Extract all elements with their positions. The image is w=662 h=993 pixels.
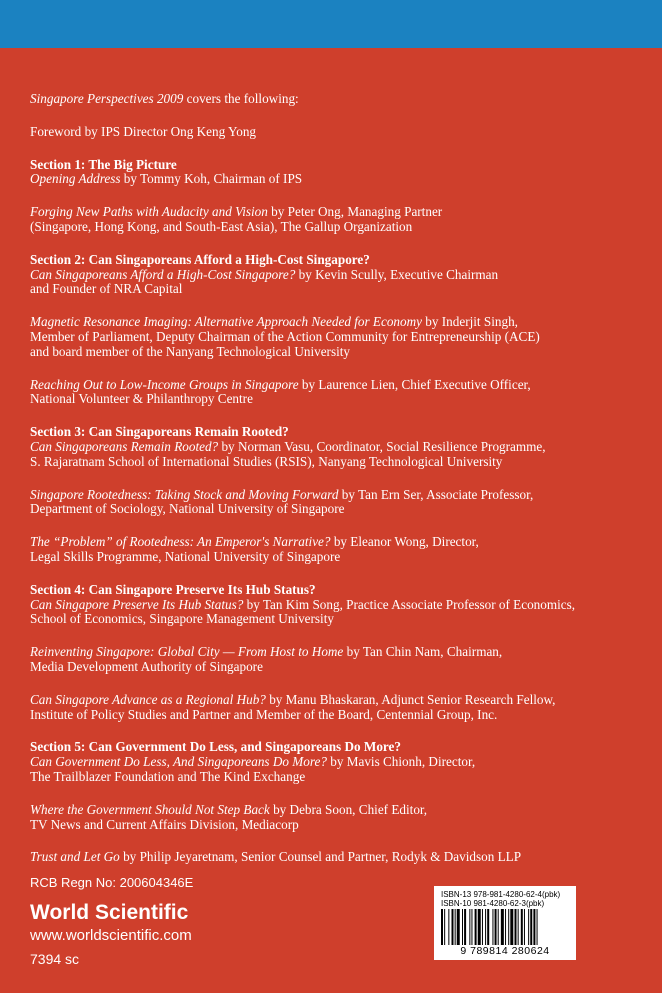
essay-title: Can Singaporeans Afford a High-Cost Singapore? bbox=[30, 266, 296, 282]
essay-author: (Singapore, Hong Kong, and South-East Asia), The Gallup Organization bbox=[30, 218, 413, 234]
essay-title: Magnetic Resonance Imaging: Alternative Approach Needed for Economy bbox=[30, 314, 422, 330]
barcode-bar bbox=[510, 909, 513, 945]
section-heading: Section 5: Can Government Do Less, and Singaporeans Do More? bbox=[30, 739, 401, 755]
barcode-bar bbox=[441, 909, 443, 945]
barcode-bar bbox=[455, 909, 456, 945]
barcode-bar bbox=[501, 909, 504, 945]
entry-block bbox=[30, 740, 640, 784]
entry-block bbox=[30, 378, 640, 408]
entry-block bbox=[30, 253, 640, 297]
entry-line bbox=[30, 345, 640, 360]
essay-author: Member of Parliament, Deputy Chairman of the Action Community for Entrepreneurship (ACE) bbox=[30, 328, 540, 344]
publisher-footer bbox=[30, 875, 193, 968]
entry-line bbox=[30, 598, 640, 613]
isbn-barcode bbox=[434, 886, 576, 960]
essay-author: by Inderjit Singh, bbox=[421, 314, 518, 330]
foreword-text: Foreword by IPS Director Ong Keng Yong bbox=[30, 123, 257, 139]
essay-title: Can Government Do Less, And Singaporeans Do More? bbox=[30, 754, 327, 770]
entry-block bbox=[30, 535, 640, 565]
essay-title: Trust and Let Go bbox=[30, 849, 120, 865]
barcode-bar bbox=[498, 909, 499, 945]
entry-line bbox=[30, 770, 640, 785]
essay-title: Can Singapore Preserve Its Hub Status? bbox=[30, 596, 244, 612]
barcode-bar bbox=[505, 909, 506, 945]
entry-block bbox=[30, 315, 640, 359]
entry-block bbox=[30, 803, 640, 833]
barcode-number: 9 789814 280624 bbox=[460, 945, 550, 957]
section-heading: Section 3: Can Singaporeans Remain Rooted? bbox=[30, 424, 289, 440]
entry-line bbox=[30, 612, 640, 627]
essay-author: and board member of the Nanyang Technological University bbox=[30, 343, 350, 359]
barcode-bar bbox=[478, 909, 481, 945]
entry-line bbox=[30, 172, 640, 187]
entry-line bbox=[30, 660, 640, 675]
essay-author: Institute of Policy Studies and Partner and Member of the Board, Centennial Group, Inc. bbox=[30, 706, 498, 722]
entry-line bbox=[30, 755, 640, 770]
essay-title: Can Singapore Advance as a Regional Hub? bbox=[30, 691, 266, 707]
essay-author: S. Rajaratnam School of International Studies (RSIS), Nanyang Technological University bbox=[30, 453, 503, 469]
barcode-bar bbox=[508, 909, 509, 945]
barcode-bar bbox=[482, 909, 483, 945]
barcode-bar bbox=[530, 909, 532, 945]
entry-line bbox=[30, 708, 640, 723]
essay-author: by Laurence Lien, Chief Executive Officer, bbox=[298, 376, 531, 392]
section-heading: Section 4: Can Singapore Preserve Its Hub Status? bbox=[30, 581, 316, 597]
essay-author: and Founder of NRA Capital bbox=[30, 281, 183, 297]
entry-block bbox=[30, 425, 640, 469]
barcode-bar bbox=[524, 909, 525, 945]
barcode-bar bbox=[444, 909, 445, 945]
entry-block bbox=[30, 850, 640, 865]
entry-line bbox=[30, 205, 640, 220]
publisher-name: World Scientific bbox=[30, 901, 189, 924]
entry-line bbox=[30, 502, 640, 517]
essay-author: National Volunteer & Philanthropy Centre bbox=[30, 391, 253, 407]
entry-line bbox=[30, 488, 640, 503]
entry-line bbox=[30, 330, 640, 345]
intro-rest: covers the following: bbox=[183, 91, 299, 106]
barcode-bar bbox=[492, 909, 493, 945]
isbn-13: ISBN-13 978-981-4280-62-4(pbk) bbox=[441, 890, 561, 899]
barcode-bar bbox=[469, 909, 470, 945]
entry-line bbox=[30, 282, 640, 297]
essay-title: Reinventing Singapore: Global City — From Host to Home bbox=[30, 644, 344, 660]
entry-block bbox=[30, 583, 640, 627]
top-blue-band bbox=[0, 0, 662, 48]
essay-title: The “Problem” of Rootedness: An Emperor's Narrative? bbox=[30, 534, 331, 550]
essay-title: Reaching Out to Low-Income Groups in Singapore bbox=[30, 376, 299, 392]
essay-entries bbox=[30, 158, 640, 866]
essay-title: Can Singaporeans Remain Rooted? bbox=[30, 438, 219, 454]
essay-author: by Tan Chin Nam, Chairman, bbox=[343, 644, 503, 660]
barcode-bar bbox=[464, 909, 466, 945]
entry-line bbox=[30, 818, 640, 833]
essay-author: by Manu Bhaskaran, Adjunct Senior Research Fellow, bbox=[265, 691, 556, 707]
section-heading: Section 1: The Big Picture bbox=[30, 156, 177, 172]
entry-line bbox=[30, 550, 640, 565]
barcode-bar bbox=[515, 909, 517, 945]
isbn-10: ISBN-10 981-4280-62-3(pbk) bbox=[441, 899, 545, 908]
barcode-bar bbox=[521, 909, 523, 945]
essay-author: by Kevin Scully, Executive Chairman bbox=[295, 266, 499, 282]
essay-author: Department of Sociology, National University of Singapore bbox=[30, 501, 345, 517]
entry-block bbox=[30, 645, 640, 675]
essay-author: Legal Skills Programme, National University of Singapore bbox=[30, 548, 341, 564]
entry-line bbox=[30, 645, 640, 660]
essay-title: Singapore Rootedness: Taking Stock and Moving Forward bbox=[30, 486, 339, 502]
section-heading: Section 2: Can Singaporeans Afford a High-Cost Singapore? bbox=[30, 251, 370, 267]
entry-line bbox=[30, 220, 640, 235]
entry-line bbox=[30, 850, 640, 865]
essay-author: The Trailblazer Foundation and The Kind Exchange bbox=[30, 768, 306, 784]
entry-line bbox=[30, 378, 640, 393]
essay-title: Opening Address bbox=[30, 171, 121, 187]
barcode-bar bbox=[528, 909, 529, 945]
publisher-url: www.worldscientific.com bbox=[30, 927, 192, 944]
barcode-bar bbox=[457, 909, 460, 945]
registration-number: RCB Regn No: 200604346E bbox=[30, 875, 194, 890]
intro-line bbox=[30, 92, 640, 107]
essay-author: by Tan Kim Song, Practice Associate Professor of Economics, bbox=[243, 596, 576, 612]
essay-title: Forging New Paths with Audacity and Vision bbox=[30, 204, 268, 220]
essay-author: by Eleanor Wong, Director, bbox=[330, 534, 479, 550]
entry-block bbox=[30, 693, 640, 723]
essay-author: Media Development Authority of Singapore bbox=[30, 658, 263, 674]
entry-line bbox=[30, 803, 640, 818]
essay-author: by Norman Vasu, Coordinator, Social Resilience Programme, bbox=[218, 438, 546, 454]
entry-block bbox=[30, 205, 640, 235]
essay-author: by Mavis Chionh, Director, bbox=[326, 754, 476, 770]
barcode-bar bbox=[471, 909, 472, 945]
entry-line bbox=[30, 392, 640, 407]
entry-line bbox=[30, 440, 640, 455]
product-code: 7394 sc bbox=[30, 951, 80, 967]
essay-author: by Philip Jeyaretnam, Senior Counsel and Partner, Rodyk & Davidson LLP bbox=[119, 849, 522, 865]
entry-line bbox=[30, 268, 640, 283]
essay-title: Where the Government Should Not Step Back bbox=[30, 801, 270, 817]
essay-author: TV News and Current Affairs Division, Mediacorp bbox=[30, 816, 299, 832]
foreword-line bbox=[30, 125, 640, 140]
entry-block bbox=[30, 488, 640, 518]
barcode-bar bbox=[495, 909, 497, 945]
barcode-bar bbox=[533, 909, 535, 945]
barcode-bar bbox=[537, 909, 538, 945]
barcode-bar bbox=[475, 909, 477, 945]
contents-list bbox=[30, 92, 640, 883]
barcode-bar bbox=[452, 909, 454, 945]
barcode-bar bbox=[487, 909, 489, 945]
essay-author: School of Economics, Singapore Management University bbox=[30, 611, 334, 627]
entry-block bbox=[30, 158, 640, 188]
essay-author: by Tan Ern Ser, Associate Professor, bbox=[338, 486, 534, 502]
entry-line bbox=[30, 315, 640, 330]
book-title: Singapore Perspectives 2009 bbox=[30, 91, 184, 106]
entry-line bbox=[30, 535, 640, 550]
entry-line bbox=[30, 455, 640, 470]
barcode-bar bbox=[448, 909, 449, 945]
essay-author: by Peter Ong, Managing Partner bbox=[267, 204, 443, 220]
barcode-bar bbox=[518, 909, 519, 945]
barcode-bar bbox=[485, 909, 486, 945]
essay-author: by Tommy Koh, Chairman of IPS bbox=[120, 171, 303, 187]
entry-line bbox=[30, 693, 640, 708]
barcode-bars bbox=[441, 909, 569, 945]
barcode-bar bbox=[462, 909, 463, 945]
essay-author: by Debra Soon, Chief Editor, bbox=[269, 801, 428, 817]
